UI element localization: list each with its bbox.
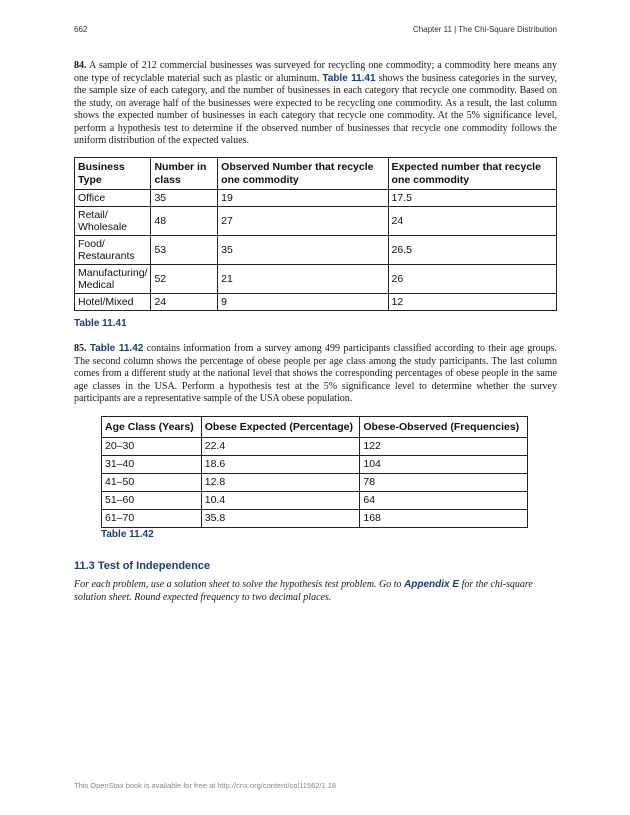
problem-84 (74, 60, 557, 148)
table-cell: 168 (360, 510, 528, 528)
table-row (75, 207, 557, 236)
column-header: Business Type (75, 158, 151, 190)
table-cell: 26 (388, 265, 556, 294)
table-row (75, 190, 557, 207)
table-row (102, 438, 528, 456)
table-cell: 35 (218, 236, 388, 265)
table-11-42 (101, 416, 528, 528)
table-cell: 17.5 (388, 190, 556, 207)
table-row (102, 456, 528, 474)
table-cell: 12.8 (201, 474, 360, 492)
table-cell: 104 (360, 456, 528, 474)
table-cell: 35 (151, 190, 218, 207)
page-number: 662 (74, 25, 88, 34)
column-header: Age Class (Years) (102, 417, 202, 438)
problem-text: shows the business categories in the survey, the sample size of each category, and the number of businesses in each category that recycle one commodity. Based on the study, on average half of the businesses were expected to be recycling one commodity. As a result, the last column shows the expected number of businesses in each category that recycle one commodity. At the 5% significance level, perform a hypothesis test to determine if the observed number of businesses that recycle one commodity follows the uniform distribution of the expected values. (74, 72, 557, 146)
table-cell: 20–30 (102, 438, 202, 456)
problem-85 (74, 343, 557, 406)
table-caption: Table 11.42 (101, 529, 154, 540)
table-cell: 61–70 (102, 510, 202, 528)
section-heading: 11.3 Test of Independence (74, 560, 211, 572)
table-row (102, 510, 528, 528)
problem-text: A sample of 212 commercial businesses was surveyed for recycling one commodity; a commodity here means any one type of recyclable material such as plastic or aluminum. (74, 60, 557, 84)
table-cell: 22.4 (201, 438, 360, 456)
table-cell: 48 (151, 207, 218, 236)
table-cell: 31–40 (102, 456, 202, 474)
table-cell: 24 (388, 207, 556, 236)
table-cell: 41–50 (102, 474, 202, 492)
table-cell: Hotel/Mixed (75, 294, 151, 311)
table-cell: 53 (151, 236, 218, 265)
table-cell: Food/ Restaurants (75, 236, 151, 265)
table-cell: 78 (360, 474, 528, 492)
table-cell: 10.4 (201, 492, 360, 510)
table-cell: Manufacturing/ Medical (75, 265, 151, 294)
page-footer: This OpenStax book is available for free at http://cnx.org/content/col11562/1.18 (74, 781, 337, 790)
table-row (102, 492, 528, 510)
table-cell: 51–60 (102, 492, 202, 510)
running-header (74, 25, 557, 37)
table-cell: 18.6 (201, 456, 360, 474)
section-instructions (74, 579, 557, 604)
column-header: Obese Expected (Percentage) (201, 417, 360, 438)
problem-number: 85. (74, 343, 87, 354)
table-row (75, 294, 557, 311)
problem-text: contains information from a survey among 499 participants classified according to their age groups. The second column shows the percentage of obese people per age class among the study participants. The last column comes from a different study at the national level that shows the corresponding percentages of obese people in the same age classes in the USA. Perform a hypothesis test at the 5% significance level to determine whether the survey participants are a representative sample of the USA obese population. (74, 343, 558, 404)
table-caption: Table 11.41 (74, 318, 127, 329)
chapter-title: Chapter 11 | The Chi-Square Distribution (412, 25, 557, 34)
table-cell: 35.8 (201, 510, 360, 528)
table-cell: Office (75, 190, 151, 207)
table-header-row (75, 158, 557, 190)
instructions-text: for the chi-square solution sheet. Round expected frequency to two decimal places. (74, 579, 533, 603)
table-row (75, 236, 557, 265)
table-cell: 122 (360, 438, 528, 456)
table-cell: 19 (218, 190, 388, 207)
table-reference-link[interactable]: Table 11.42 (89, 343, 144, 354)
table-row (102, 474, 528, 492)
table-cell: Retail/ Wholesale (75, 207, 151, 236)
table-cell: 9 (218, 294, 388, 311)
table-cell: 52 (151, 265, 218, 294)
column-header: Observed Number that recycle one commodity (218, 158, 388, 190)
column-header: Expected number that recycle one commodity (388, 158, 556, 190)
table-header-row (102, 417, 528, 438)
table-row (75, 265, 557, 294)
table-cell: 12 (388, 294, 556, 311)
column-header: Number in class (151, 158, 218, 190)
table-cell: 26.5 (388, 236, 556, 265)
column-header: Obese-Observed (Frequencies) (360, 417, 528, 438)
table-11-41 (74, 157, 557, 311)
appendix-link[interactable]: Appendix E (404, 579, 460, 590)
problem-number: 84. (74, 60, 87, 71)
table-cell: 27 (218, 207, 388, 236)
instructions-text: For each problem, use a solution sheet to solve the hypothesis test problem. Go to (74, 579, 405, 590)
table-cell: 24 (151, 294, 218, 311)
table-cell: 64 (360, 492, 528, 510)
table-reference-link[interactable]: Table 11.41 (322, 72, 376, 84)
table-cell: 21 (218, 265, 388, 294)
